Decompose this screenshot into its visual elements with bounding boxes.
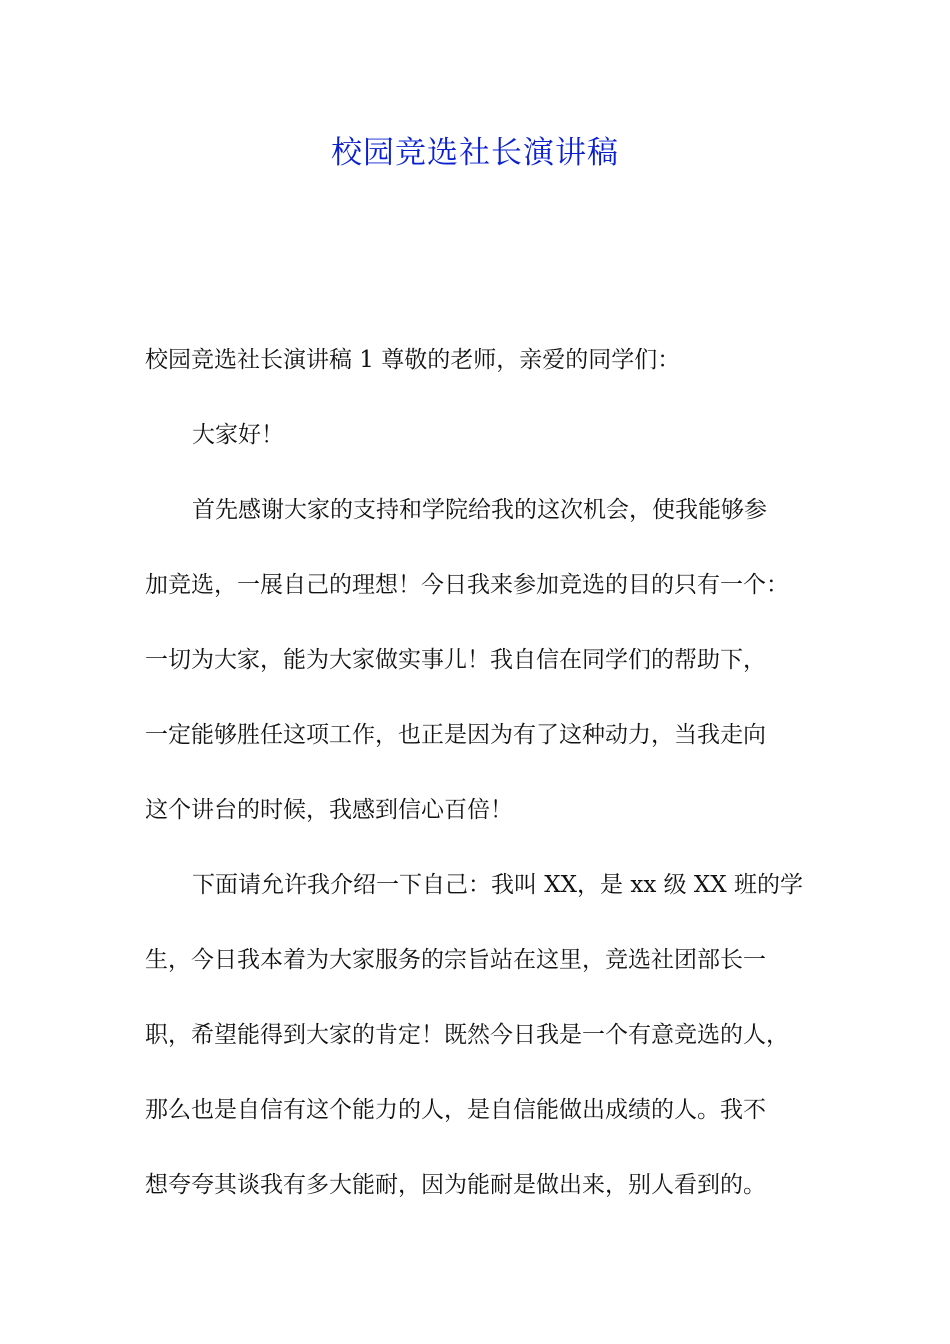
paragraph-line: 这个讲台的时候，我感到信心百倍！	[145, 797, 513, 823]
paragraph-line: 下面请允许我介绍一下自己：我叫 XX，是 xx 级 XX 班的学	[192, 872, 803, 898]
paragraph-line: 大家好！	[192, 422, 284, 448]
paragraph-line: 一切为大家，能为大家做实事儿！我自信在同学们的帮助下，	[145, 647, 766, 673]
paragraph-line: 想夸夸其谈我有多大能耐，因为能耐是做出来，别人看到的。	[145, 1172, 766, 1198]
paragraph-line: 一定能够胜任这项工作，也正是因为有了这种动力，当我走向	[145, 722, 766, 748]
paragraph-line: 生，今日我本着为大家服务的宗旨站在这里，竞选社团部长一	[145, 947, 766, 973]
paragraph-line: 首先感谢大家的支持和学院给我的这次机会，使我能够参	[192, 497, 767, 523]
paragraph-line: 校园竞选社长演讲稿 1 尊敬的老师，亲爱的同学们：	[145, 347, 681, 373]
paragraph-line: 加竞选，一展自己的理想！今日我来参加竞选的目的只有一个：	[145, 572, 789, 598]
document-title: 校园竞选社长演讲稿	[331, 135, 619, 171]
paragraph-line: 那么也是自信有这个能力的人，是自信能做出成绩的人。我不	[145, 1097, 766, 1123]
paragraph-line: 职，希望能得到大家的肯定！既然今日我是一个有意竞选的人，	[145, 1022, 789, 1048]
